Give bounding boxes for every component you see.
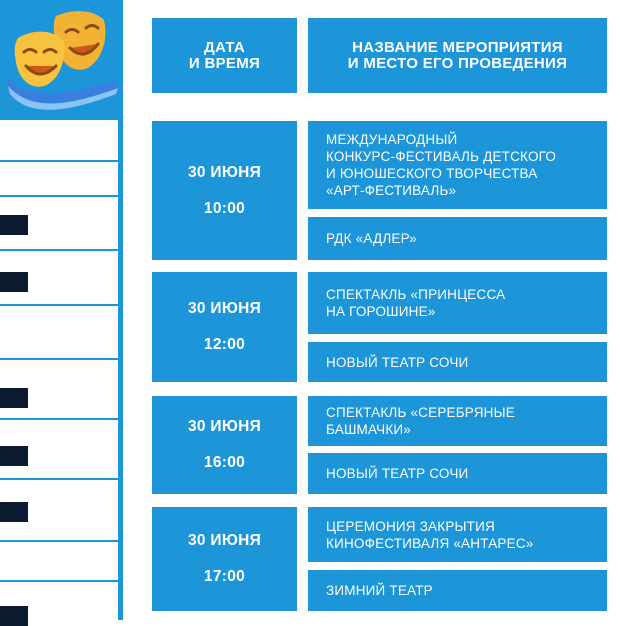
event-day: 30 ИЮНЯ	[187, 418, 262, 435]
event-time: 17:00	[203, 568, 246, 585]
theatre-masks-icon	[4, 6, 120, 112]
decorative-piano-strip	[0, 0, 118, 620]
event-title-cell: ЦЕРЕМОНИЯ ЗАКРЫТИЯ КИНОФЕСТИВАЛЯ «АНТАРЕС»	[308, 507, 607, 562]
piano-line	[0, 580, 118, 582]
event-day: 30 ИЮНЯ	[187, 163, 262, 181]
event-day: 30 ИЮНЯ	[187, 532, 262, 549]
event-time: 12:00	[203, 336, 246, 353]
piano-line	[0, 358, 118, 360]
piano-line	[0, 249, 118, 251]
event-place-cell: РДК «АДЛЕР»	[308, 217, 607, 260]
piano-black-key	[0, 502, 28, 522]
piano-black-key	[0, 215, 28, 235]
piano-black-key	[0, 388, 28, 408]
piano-line	[0, 160, 118, 162]
piano-line	[0, 540, 118, 542]
piano-line	[0, 304, 118, 306]
row-date-cell	[152, 121, 297, 260]
row-date-cell	[152, 396, 297, 494]
piano-black-key	[0, 606, 28, 626]
strip-rail	[118, 0, 123, 620]
piano-line	[0, 418, 118, 420]
event-time: 10:00	[203, 199, 246, 217]
event-title-cell: СПЕКТАКЛЬ «СЕРЕБРЯНЫЕ БАШМАЧКИ»	[308, 396, 607, 446]
event-place-cell: НОВЫЙ ТЕАТР СОЧИ	[308, 453, 607, 494]
piano-line	[0, 118, 118, 120]
event-place-cell: ЗИМНИЙ ТЕАТР	[308, 570, 607, 611]
piano-black-key	[0, 446, 28, 466]
event-title-cell: СПЕКТАКЛЬ «ПРИНЦЕССА НА ГОРОШИНЕ»	[308, 272, 607, 334]
event-time: 16:00	[203, 454, 246, 471]
row-date-cell	[152, 272, 297, 382]
piano-black-key	[0, 272, 28, 292]
row-date-cell	[152, 507, 297, 611]
piano-line	[0, 195, 118, 197]
event-day: 30 ИЮНЯ	[187, 300, 262, 317]
event-title-cell: МЕЖДУНАРОДНЫЙ КОНКУРС-ФЕСТИВАЛЬ ДЕТСКОГО И ЮНОШЕСКОГО ТВОРЧЕСТВА «АРТ-ФЕСТИВАЛЬ»	[308, 121, 607, 209]
event-place-cell: НОВЫЙ ТЕАТР СОЧИ	[308, 342, 607, 382]
header-event-place: НАЗВАНИЕ МЕРОПРИЯТИЯ И МЕСТО ЕГО ПРОВЕДЕНИЯ	[308, 18, 607, 93]
header-date-time: ДАТА И ВРЕМЯ	[152, 18, 297, 93]
piano-line	[0, 478, 118, 480]
